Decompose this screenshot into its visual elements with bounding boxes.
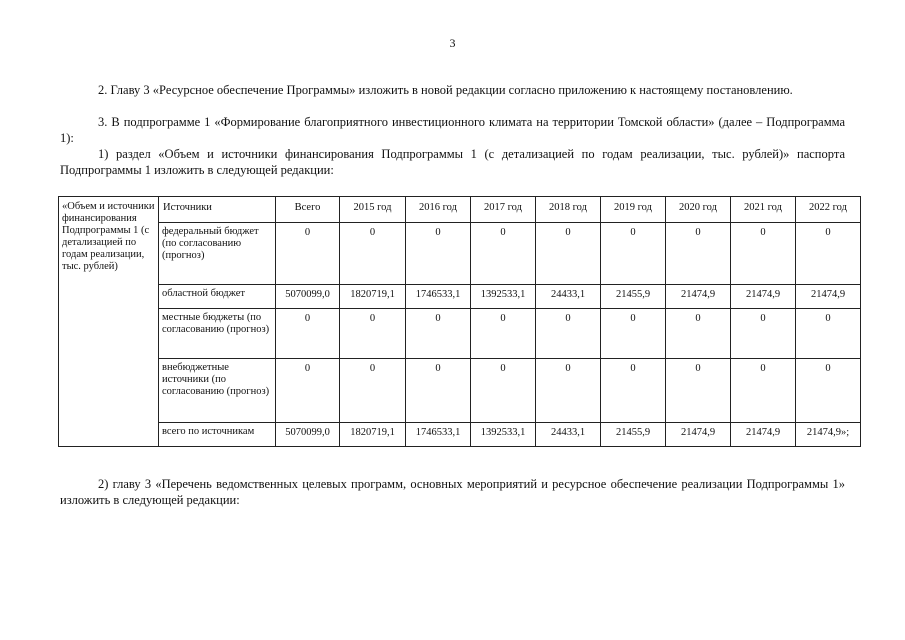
- paragraph-chapter-3-subprogram-text: 2) главу 3 «Перечень ведомственных целевых программ, основных мероприятий и ресурсное обеспечение реализации Подпрограммы 1» изложить в следующей редакции:: [60, 477, 845, 507]
- value-cell: 0: [731, 359, 796, 423]
- header-2015: 2015 год: [340, 197, 406, 223]
- header-2022: 2022 год: [796, 197, 861, 223]
- paragraph-section-1-text: 1) раздел «Объем и источники финансирования Подпрограммы 1 (с детализацией по годам реализации, тыс. рублей)» паспорта Подпрограммы 1 изложить в следующей редакции:: [60, 147, 845, 177]
- value-cell: 21474,9: [731, 285, 796, 309]
- paragraph-subprogram-1-text: 3. В подпрограмме 1 «Формирование благоприятного инвестиционного климата на территории Томской области» (далее – Подпрограмма 1):: [60, 115, 845, 145]
- value-cell: 21455,9: [601, 423, 666, 447]
- value-cell: 0: [471, 309, 536, 359]
- source-cell: федеральный бюджет (по согласованию (прогноз): [159, 223, 276, 285]
- value-cell: 21474,9: [666, 423, 731, 447]
- header-2018: 2018 год: [536, 197, 601, 223]
- paragraph-chapter-3: [60, 82, 845, 98]
- value-cell: 24433,1: [536, 285, 601, 309]
- value-cell: 24433,1: [536, 423, 601, 447]
- value-cell: 1746533,1: [406, 423, 471, 447]
- source-cell: внебюджетные источники (по согласованию (прогноз): [159, 359, 276, 423]
- table-row: [59, 359, 861, 423]
- value-cell: 0: [666, 223, 731, 285]
- value-cell: 0: [666, 309, 731, 359]
- paragraph-subprogram-1: [60, 114, 845, 146]
- financing-row-label: «Объем и источники финансирования Подпрограммы 1 (с детализацией по годам реализации, тыс. рублей): [59, 197, 159, 447]
- source-cell: местные бюджеты (по согласованию (прогноз): [159, 309, 276, 359]
- value-cell: 1820719,1: [340, 423, 406, 447]
- value-cell: 0: [340, 223, 406, 285]
- value-cell: 0: [406, 309, 471, 359]
- value-cell: 1746533,1: [406, 285, 471, 309]
- value-cell: 0: [471, 359, 536, 423]
- value-cell: 0: [601, 223, 666, 285]
- value-cell: 0: [340, 309, 406, 359]
- value-cell: 0: [276, 223, 340, 285]
- table-row: [59, 309, 861, 359]
- value-cell: 5070099,0: [276, 423, 340, 447]
- value-cell: 21474,9»;: [796, 423, 861, 447]
- header-2016: 2016 год: [406, 197, 471, 223]
- value-cell: 0: [796, 309, 861, 359]
- source-cell: всего по источникам: [159, 423, 276, 447]
- value-cell: 0: [796, 359, 861, 423]
- value-cell: 21455,9: [601, 285, 666, 309]
- value-cell: 5070099,0: [276, 285, 340, 309]
- value-cell: 1392533,1: [471, 423, 536, 447]
- value-cell: 1820719,1: [340, 285, 406, 309]
- paragraph-chapter-3-subprogram: [60, 476, 845, 508]
- value-cell: 0: [536, 223, 601, 285]
- value-cell: 0: [536, 309, 601, 359]
- value-cell: 0: [276, 359, 340, 423]
- paragraph-section-1: [60, 146, 845, 178]
- value-cell: 1392533,1: [471, 285, 536, 309]
- value-cell: 0: [406, 359, 471, 423]
- value-cell: 0: [340, 359, 406, 423]
- header-total: Всего: [276, 197, 340, 223]
- financing-table: [58, 196, 861, 447]
- value-cell: 0: [731, 309, 796, 359]
- value-cell: 21474,9: [731, 423, 796, 447]
- source-cell: областной бюджет: [159, 285, 276, 309]
- value-cell: 0: [601, 309, 666, 359]
- table-header-row: [59, 197, 861, 223]
- header-2017: 2017 год: [471, 197, 536, 223]
- page-number: 3: [449, 36, 456, 50]
- value-cell: 0: [276, 309, 340, 359]
- table-row-total: [59, 423, 861, 447]
- value-cell: 21474,9: [666, 285, 731, 309]
- value-cell: 0: [406, 223, 471, 285]
- value-cell: 0: [536, 359, 601, 423]
- table-row: [59, 223, 861, 285]
- value-cell: 0: [731, 223, 796, 285]
- header-sources: Источники: [159, 197, 276, 223]
- header-2021: 2021 год: [731, 197, 796, 223]
- value-cell: 0: [796, 223, 861, 285]
- header-2020: 2020 год: [666, 197, 731, 223]
- value-cell: 0: [666, 359, 731, 423]
- paragraph-chapter-3-text: 2. Главу 3 «Ресурсное обеспечение Программы» изложить в новой редакции согласно приложению к настоящему постановлению.: [98, 83, 793, 97]
- header-2019: 2019 год: [601, 197, 666, 223]
- value-cell: 21474,9: [796, 285, 861, 309]
- table-row: [59, 285, 861, 309]
- value-cell: 0: [601, 359, 666, 423]
- value-cell: 0: [471, 223, 536, 285]
